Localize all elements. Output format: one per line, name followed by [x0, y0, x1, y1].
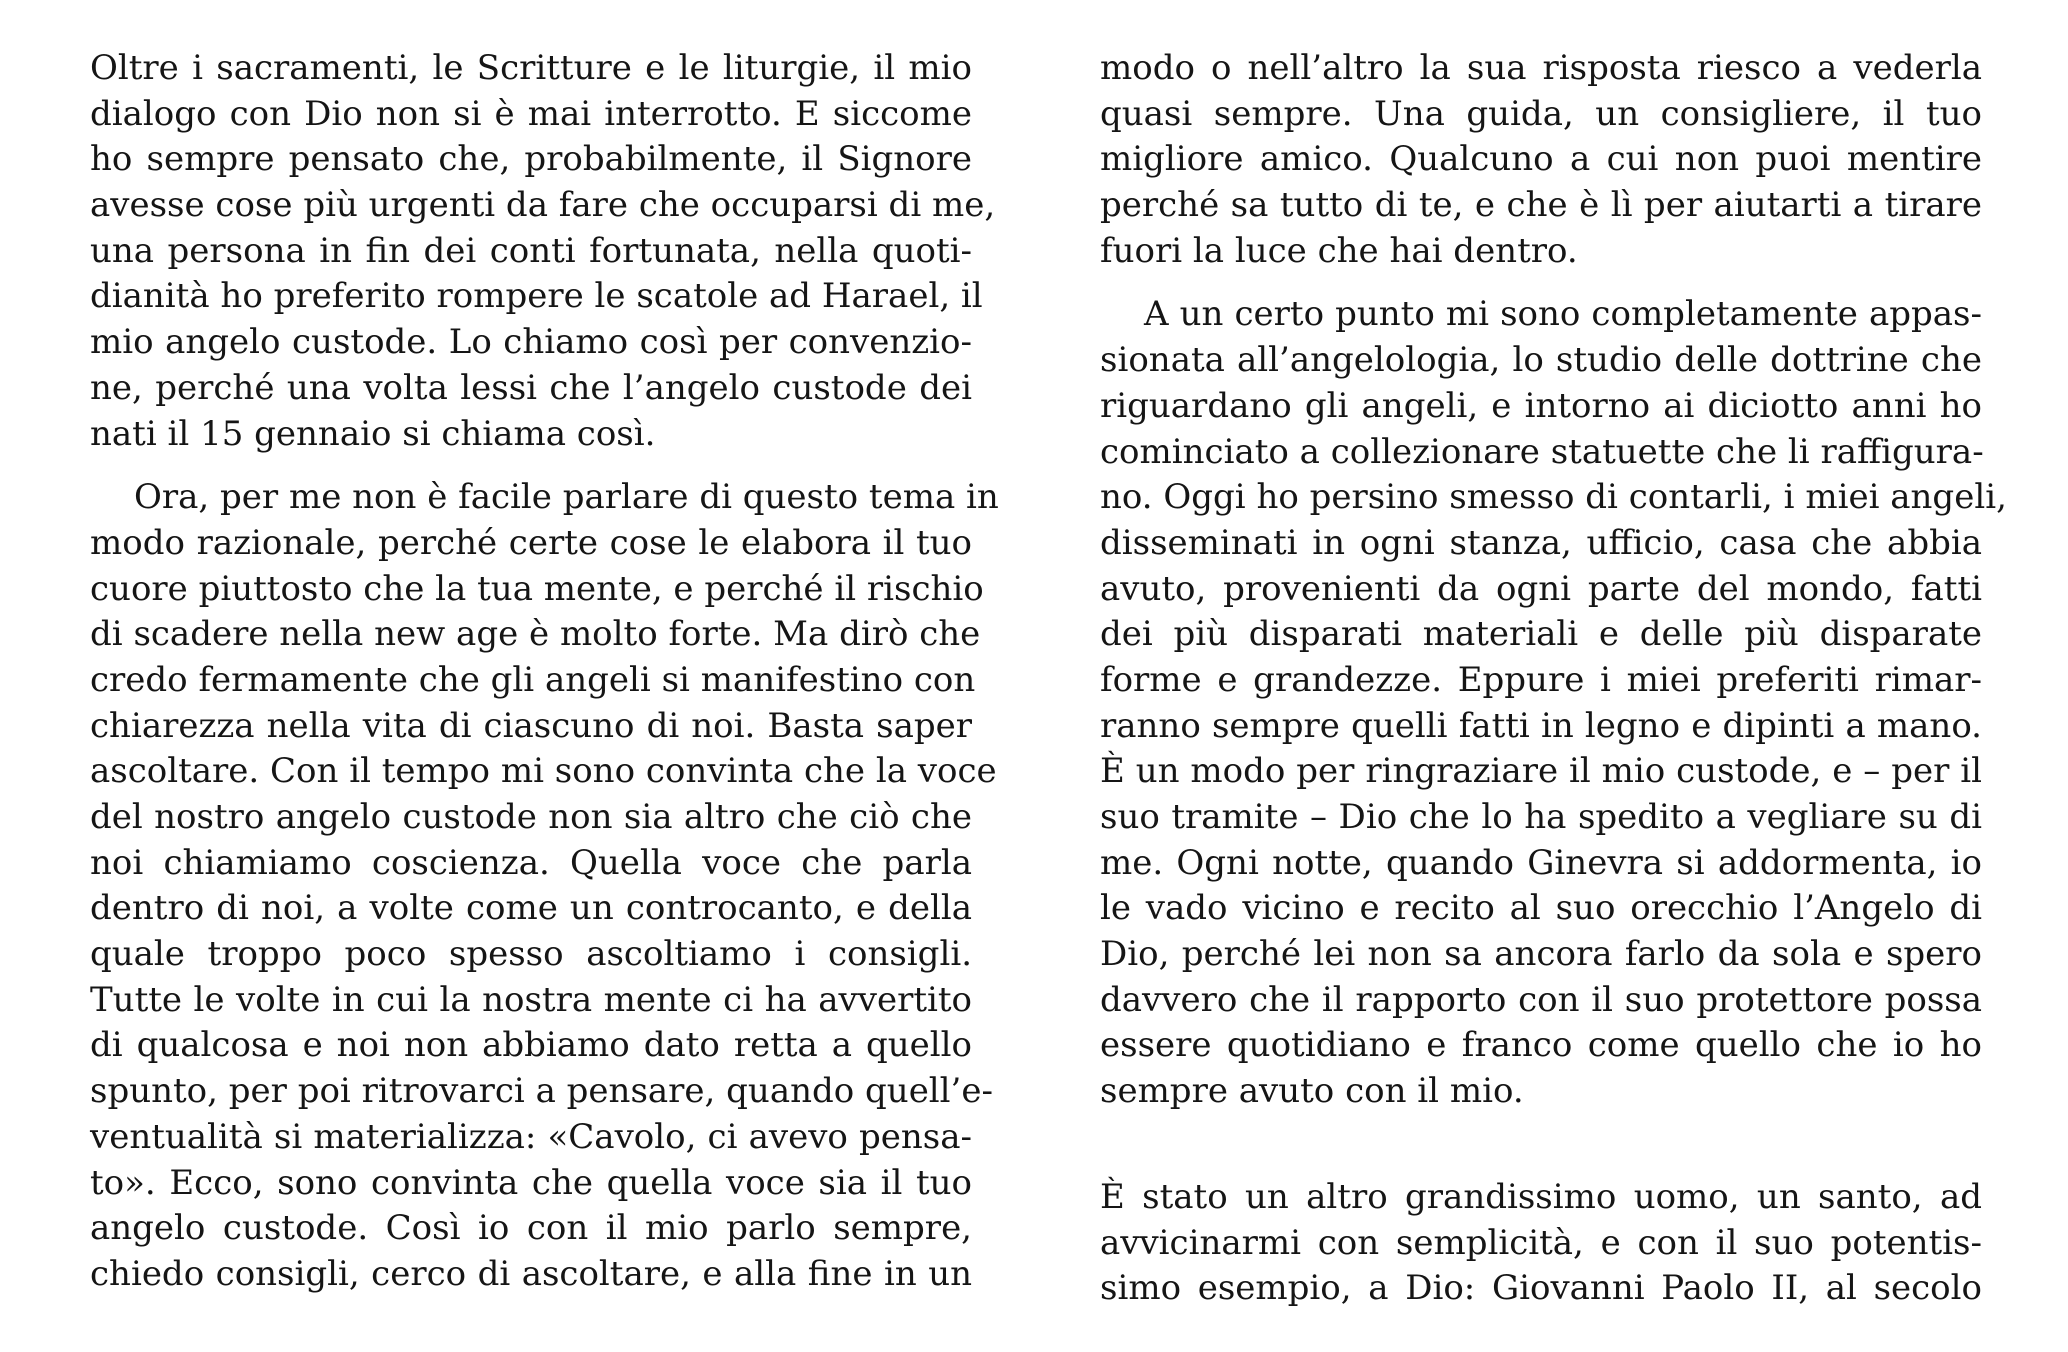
text-line: modo razionale, perché certe cose le elabora il tuo — [90, 522, 972, 563]
text-line: modo o nell’altro la sua risposta riesco a vederla — [1100, 48, 1982, 88]
text-line: ascoltare. Con il tempo mi sono convinta che la voce — [90, 751, 997, 792]
text-line: spunto, per poi ritrovarci a pensare, quando quell’e- — [90, 1071, 993, 1112]
text-line: disseminati in ogni stanza, ufficio, casa che abbia — [1100, 522, 1982, 563]
text-line: sempre avuto con il mio. — [1100, 1071, 1524, 1112]
text-line: dianità ho preferito rompere le scatole ad Harael, il — [90, 276, 983, 317]
text-line: una persona in fin dei conti fortunata, nella quoti- — [90, 230, 972, 271]
text-line: avesse cose più urgenti da fare che occuparsi di me, — [90, 185, 996, 226]
text-line: dentro di noi, a volte come un controcanto, e della — [90, 888, 972, 929]
text-line: riguardano gli angeli, e intorno ai diciotto anni ho — [1100, 385, 1982, 426]
text-line: ranno sempre quelli fatti in legno e dipinti a mano. — [1100, 705, 1982, 746]
text-line: ho sempre pensato che, probabilmente, il Signore — [90, 139, 972, 180]
text-line: fuori la luce che hai dentro. — [1100, 230, 1578, 271]
text-line: avvicinarmi con semplicità, e con il suo potentis- — [1100, 1222, 1982, 1263]
paragraph — [1100, 1175, 1982, 1312]
text-line: avuto, provenienti da ogni parte del mondo, fatti — [1100, 568, 1982, 609]
text-line: ne, perché una volta lessi che l’angelo custode dei — [90, 367, 972, 408]
paragraph — [1100, 292, 2007, 1114]
text-line: le vado vicino e recito al suo orecchio l’Angelo di — [1100, 888, 1982, 929]
text-line: me. Ogni notte, quando Ginevra si addormenta, io — [1100, 842, 1982, 883]
text-line: dei più disparati materiali e delle più disparate — [1100, 614, 1982, 655]
text-line: di qualcosa e noi non abbiamo dato retta a quello — [90, 1025, 972, 1066]
text-line: quasi sempre. Una guida, un consigliere, il tuo — [1100, 93, 1982, 134]
text-line: A un certo punto mi sono completamente appas- — [1144, 294, 1982, 335]
text-line: no. Oggi ho persino smesso di contarli, i miei angeli, — [1100, 477, 2007, 518]
text-line: dialogo con Dio non si è mai interrotto. E siccome — [90, 93, 972, 134]
text-line: Dio, perché lei non sa ancora farlo da sola e spero — [1100, 934, 1982, 975]
text-line: chiedo consigli, cerco di ascoltare, e alla fine in un — [90, 1253, 972, 1294]
text-line: mio angelo custode. Lo chiamo così per convenzio- — [90, 322, 972, 363]
text-line: È stato un altro grandissimo uomo, un santo, ad — [1100, 1176, 1982, 1217]
text-line: credo fermamente che gli angeli si manifestino con — [90, 659, 976, 700]
left-page-column — [90, 46, 999, 1298]
text-line: Ora, per me non è facile parlare di questo tema in — [134, 477, 999, 518]
text-line: davvero che il rapporto con il suo protettore possa — [1100, 979, 1982, 1020]
text-line: sionata all’angelologia, lo studio delle dottrine che — [1100, 340, 1982, 381]
text-line: migliore amico. Qualcuno a cui non puoi mentire — [1100, 139, 1982, 180]
text-line: forme e grandezze. Eppure i miei preferiti rimar- — [1100, 659, 1982, 700]
text-line: di scadere nella new age è molto forte. Ma dirò che — [90, 614, 981, 655]
paragraph — [1100, 46, 1982, 274]
text-line: quale troppo poco spesso ascoltiamo i consigli. — [90, 934, 972, 975]
text-line: ventualità si materializza: «Cavolo, ci avevo pensa- — [90, 1116, 972, 1157]
text-line: perché sa tutto di te, e che è lì per aiutarti a tirare — [1100, 185, 1982, 226]
text-line: Oltre i sacramenti, le Scritture e le liturgie, il mio — [90, 48, 972, 88]
text-line: simo esempio, a Dio: Giovanni Paolo II, al secolo — [1100, 1268, 1982, 1309]
text-line: cuore piuttosto che la tua mente, e perché il rischio — [90, 568, 984, 609]
text-line: essere quotidiano e franco come quello che io ho — [1100, 1025, 1982, 1066]
text-line: suo tramite – Dio che lo ha spedito a vegliare su di — [1100, 797, 1982, 837]
right-page-column — [1100, 46, 2007, 1312]
text-line: to». Ecco, sono convinta che quella voce sia il tuo — [90, 1162, 972, 1203]
text-line: del nostro angelo custode non sia altro che ciò che — [90, 797, 972, 837]
paragraph — [90, 46, 996, 457]
text-line: Tutte le volte in cui la nostra mente ci ha avvertito — [90, 979, 972, 1020]
text-line: chiarezza nella vita di ciascuno di noi. Basta saper — [90, 705, 972, 746]
text-line: angelo custode. Così io con il mio parlo sempre, — [90, 1208, 972, 1249]
paragraph — [90, 475, 999, 1297]
text-line: È un modo per ringraziare il mio custode, e – per il — [1100, 751, 1982, 792]
text-line: noi chiamiamo coscienza. Quella voce che parla — [90, 842, 972, 883]
text-line: nati il 15 gennaio si chiama così. — [90, 413, 656, 454]
text-line: cominciato a collezionare statuette che li raffigura- — [1100, 431, 1984, 472]
